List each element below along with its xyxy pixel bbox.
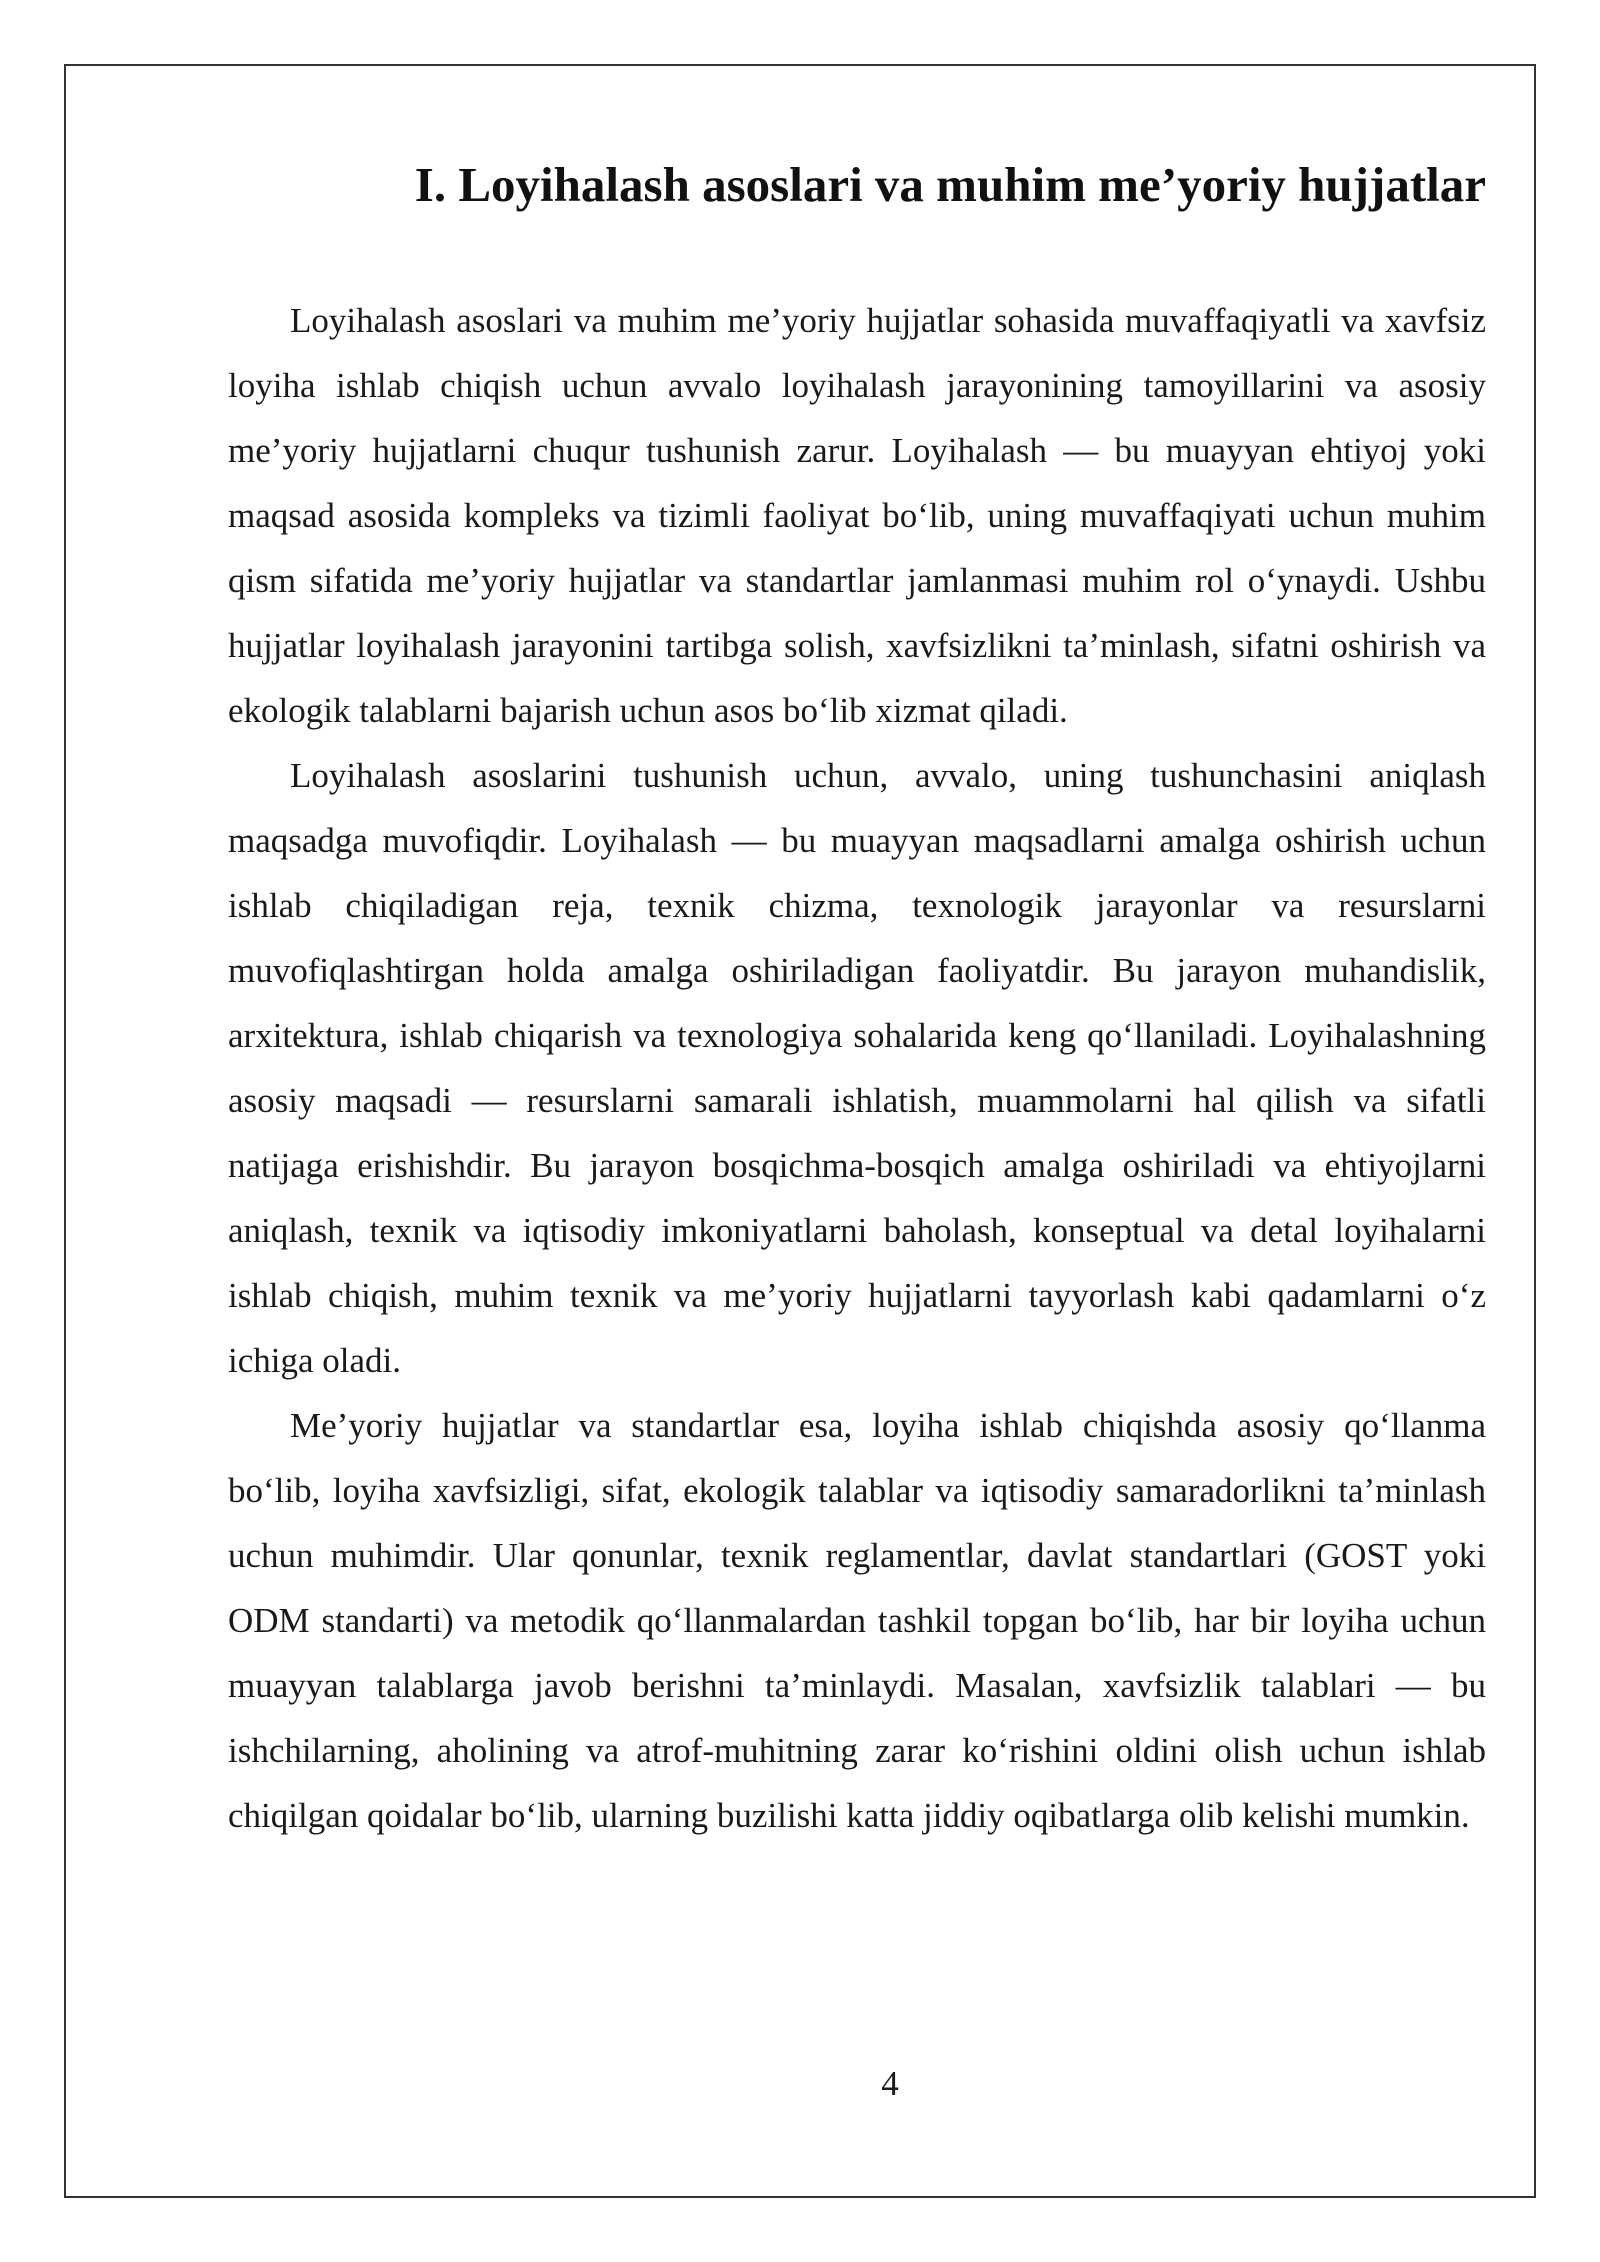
page-number: 4: [881, 2064, 899, 2103]
paragraph-2: Loyihalash asoslarini tushunish uchun, avvalo, uning tushunchasini aniqlash maqsadga muvofiqdir. Loyihalash — bu muayyan maqsadlarni amalga oshirish uchun ishlab chiqiladigan reja, texnik chizma, texnologik jarayonlar va resurslarni muvofiqlashtirgan holda amalga oshiriladigan faoliyatdir. Bu jarayon muhandislik, arxitektura, ishlab chiqarish va texnologiya sohalarida keng qo‘llaniladi. Loyihalashning asosiy maqsadi — resurslarni samarali ishlatish, muammolarni hal qilish va sifatli natijaga erishishdir. Bu jarayon bosqichma-bosqich amalga oshiriladi va ehtiyojlarni aniqlash, texnik va iqtisodiy imkoniyatlarni baholash, konseptual va detal loyihalarni ishlab chiqish, muhim texnik va me’yoriy hujjatlarni tayyorlash kabi qadamlarni o‘z ichiga oladi.: [228, 756, 1486, 1380]
paragraph-3: Me’yoriy hujjatlar va standartlar esa, loyiha ishlab chiqishda asosiy qo‘llanma bo‘lib, loyiha xavfsizligi, sifat, ekologik talablar va iqtisodiy samaradorlikni ta’minlash uchun muhimdir. Ular qonunlar, texnik reglamentlar, davlat standartlari (GOST yoki ODM standarti) va metodik qo‘llanmalardan tashkil topgan bo‘lib, har bir loyiha uchun muayyan talablarga javob berishni ta’minlaydi. Masalan, xavfsizlik talablari — bu ishchilarning, aholining va atrof-muhitning zarar ko‘rishini oldini olish uchun ishlab chiqilgan qoidalar bo‘lib, ularning buzilishi katta jiddiy oqibatlarga olib kelishi mumkin.: [228, 1406, 1486, 1835]
section-title: I. Loyihalash asoslari va muhim me’yoriy hujjatlar: [414, 157, 1486, 212]
page-content: [228, 150, 1486, 1848]
body-text: [228, 288, 1486, 1848]
paragraph-1: Loyihalash asoslari va muhim me’yoriy hujjatlar sohasida muvaffaqiyatli va xavfsiz loyiha ishlab chiqish uchun avvalo loyihalash jarayonining tamoyillarini va asosiy me’yoriy hujjatlarni chuqur tushunish zarur. Loyihalash — bu muayyan ehtiyoj yoki maqsad asosida kompleks va tizimli faoliyat bo‘lib, uning muvaffaqiyati uchun muhim qism sifatida me’yoriy hujjatlar va standartlar jamlanmasi muhim rol o‘ynaydi. Ushbu hujjatlar loyihalash jarayonini tartibga solish, xavfsizlikni ta’minlash, sifatni oshirish va ekologik talablarni bajarish uchun asos bo‘lib xizmat qiladi.: [228, 301, 1486, 730]
